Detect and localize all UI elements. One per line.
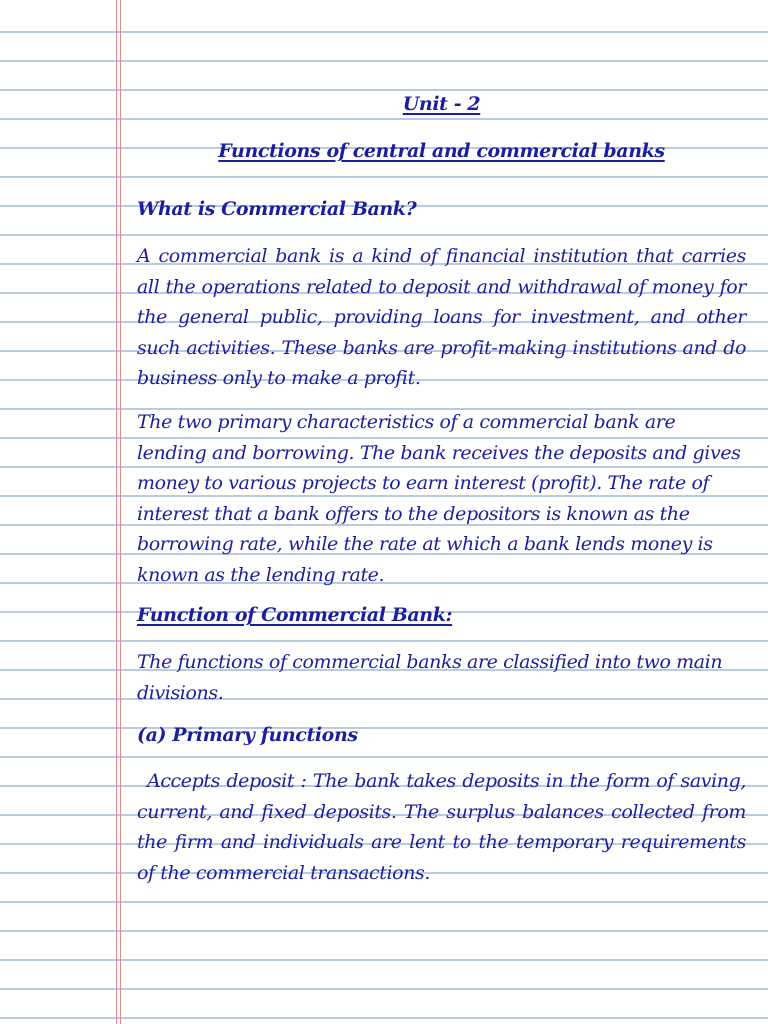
section-heading-what-is-commercial-bank: What is Commercial Bank?	[137, 198, 417, 220]
paragraph-accepts-deposit: Accepts deposit : The bank takes deposits in the form of saving, current, and fixed deposits. The surplus balances collected from the firm and individuals are lent to the temporary requirements of the commercial transactions.	[137, 770, 746, 884]
section-heading-primary-functions: (a) Primary functions	[137, 724, 358, 746]
section-heading-functions: Function of Commercial Bank:	[137, 604, 453, 626]
margin-line-left	[116, 0, 117, 1024]
paragraph-characteristics: The two primary characteristics of a commercial bank are lending and borrowing. The bank receives the deposits and gives money to various projects to earn interest (profit). The rate of interest that a bank offers to the depositors is known as the borrowing rate, while the rate at which a bank lends money is known as the lending rate.	[137, 411, 741, 586]
paragraph-classification: The functions of commercial banks are classified into two main divisions.	[137, 651, 723, 704]
margin-line-right	[120, 0, 121, 1024]
unit-title: Unit - 2	[402, 93, 481, 115]
paragraph-definition: A commercial bank is a kind of financial institution that carries all the operations related to deposit and withdrawal of money for the general public, providing loans for investment, and other such activities. These banks are profit-making institutions and do business only to make a profit.	[137, 245, 746, 389]
page-subtitle: Functions of central and commercial banks	[218, 140, 665, 162]
